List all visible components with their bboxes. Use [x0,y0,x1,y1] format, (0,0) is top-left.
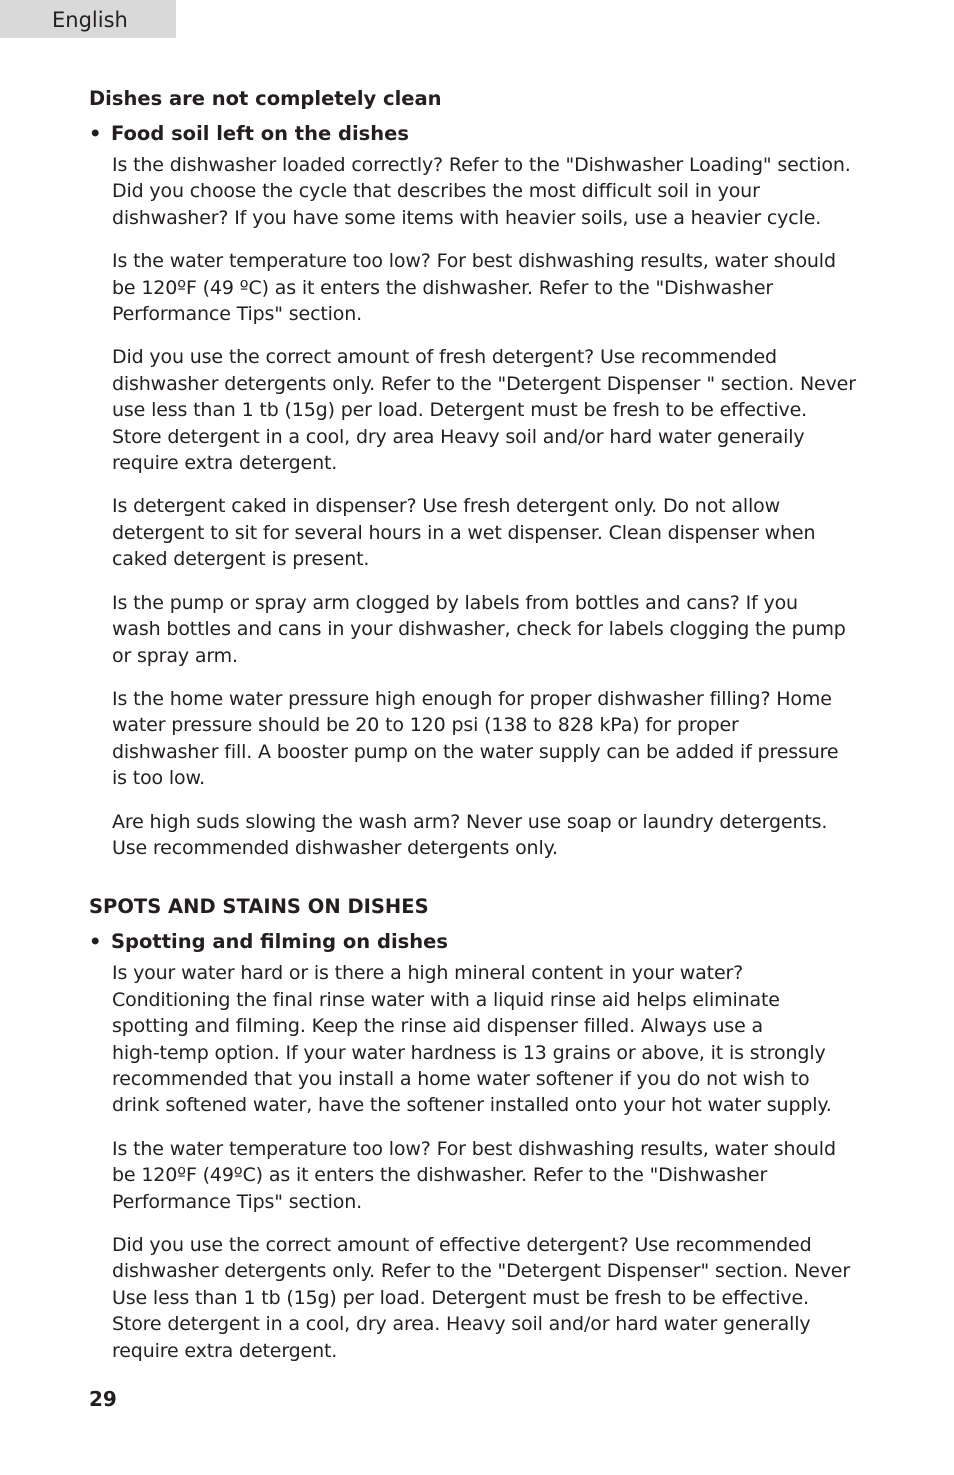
text-line: Did you use the correct amount of fresh detergent? Use recommended [112,346,777,369]
body-paragraph [112,248,869,327]
body-paragraph [112,1136,869,1215]
body-paragraph [112,686,869,792]
text-line: Performance Tips" section. [112,1190,363,1213]
body-paragraph [112,809,869,862]
text-line: Did you choose the cycle that describes the most difficult soil in your [112,180,760,203]
text-line: Is your water hard or is there a high mineral content in your water? [112,962,744,985]
text-line: Store detergent in a cool, dry area. Heavy soil and/or hard water generally [112,1313,811,1336]
text-line: recommended that you install a home water softener if you do not wish to [112,1067,810,1090]
text-line: caked detergent is present. [112,548,370,571]
body-paragraph [112,493,869,572]
text-line: drink softened water, have the softener installed onto your hot water supply. [112,1094,832,1117]
body-paragraph [112,1232,869,1364]
text-line: Is the water temperature too low? For best dishwashing results, water should [112,1137,836,1160]
text-line: wash bottles and cans in your dishwasher, check for labels clogging the pump [112,618,846,641]
text-line: Store detergent in a cool, dry area Heavy soil and/or hard water generaily [112,425,805,448]
text-line: require extra detergent. [112,452,338,475]
text-line: Is the home water pressure high enough for proper dishwasher filling? Home [112,687,832,710]
bullet-dot-icon: • [89,122,102,145]
bullet-heading-text: Spotting and filming on dishes [111,930,448,954]
body-paragraph [112,152,869,231]
body-paragraph [112,960,869,1118]
text-line: high-temp option. If your water hardness is 13 grains or above, it is strongly [112,1041,826,1064]
text-line: Use less than 1 tb (15g) per load. Detergent must be fresh to be effective. [112,1286,809,1309]
bullet-heading [89,120,869,148]
text-line: Did you use the correct amount of effective detergent? Use recommended [112,1234,812,1256]
bullet-heading-text: Food soil left on the dishes [111,122,409,145]
section-spacer [89,878,869,892]
page-number: 29 [89,1387,117,1411]
text-line: Are high suds slowing the wash arm? Never use soap or laundry detergents. [112,810,828,833]
text-line: dishwasher? If you have some items with heavier soils, use a heavier cycle. [112,206,822,229]
text-line: Is the dishwasher loaded correctly? Refer to the "Dishwasher Loading" section. [112,154,851,176]
text-line: dishwasher fill. A booster pump on the water supply can be added if pressure [112,740,839,763]
text-line: water pressure should be 20 to 120 psi (138 to 828 kPa) for proper [112,714,739,737]
text-line: is too low. [112,767,206,790]
text-line: be 120ºF (49ºC) as it enters the dishwasher. Refer to the "Dishwasher [112,1164,768,1187]
language-tab [0,0,176,38]
bullet-dot-icon: • [89,930,102,954]
text-line: be 120ºF (49 ºC) as it enters the dishwasher. Refer to the "Dishwasher [112,276,774,299]
text-line: require extra detergent. [112,1339,338,1362]
text-line: or spray arm. [112,644,238,667]
text-line: Is the pump or spray arm clogged by labels from bottles and cans? If you [112,591,798,614]
body-paragraph [112,590,869,669]
text-line: Is detergent caked in dispenser? Use fresh detergent only. Do not allow [112,495,780,518]
text-line: Conditioning the final rinse water with a liquid rinse aid helps eliminate [112,988,780,1011]
section-heading: SPOTS AND STAINS ON DISHES [89,895,429,919]
body-paragraph [112,344,869,476]
text-line: use less than 1 tb (15g) per load. Detergent must be fresh to be effective. [112,399,808,422]
text-line: detergent to sit for several hours in a wet dispenser. Clean dispenser when [112,521,816,544]
text-line: dishwasher detergents only. Refer to the "Detergent Dispenser" section. Never [112,1260,850,1283]
section-heading: Dishes are not completely clean [89,87,442,110]
text-line: dishwasher detergents only. Refer to the "Detergent Dispenser " section. Never [112,372,856,395]
language-label: English [52,8,128,32]
page-content [89,84,869,1381]
text-line: Use recommended dishwasher detergents only. [112,836,558,859]
text-line: Performance Tips" section. [112,303,363,326]
bullet-heading [89,928,869,956]
text-line: Is the water temperature too low? For best dishwashing results, water should [112,250,836,273]
text-line: spotting and filming. Keep the rinse aid dispenser filled. Always use a [112,1015,764,1038]
